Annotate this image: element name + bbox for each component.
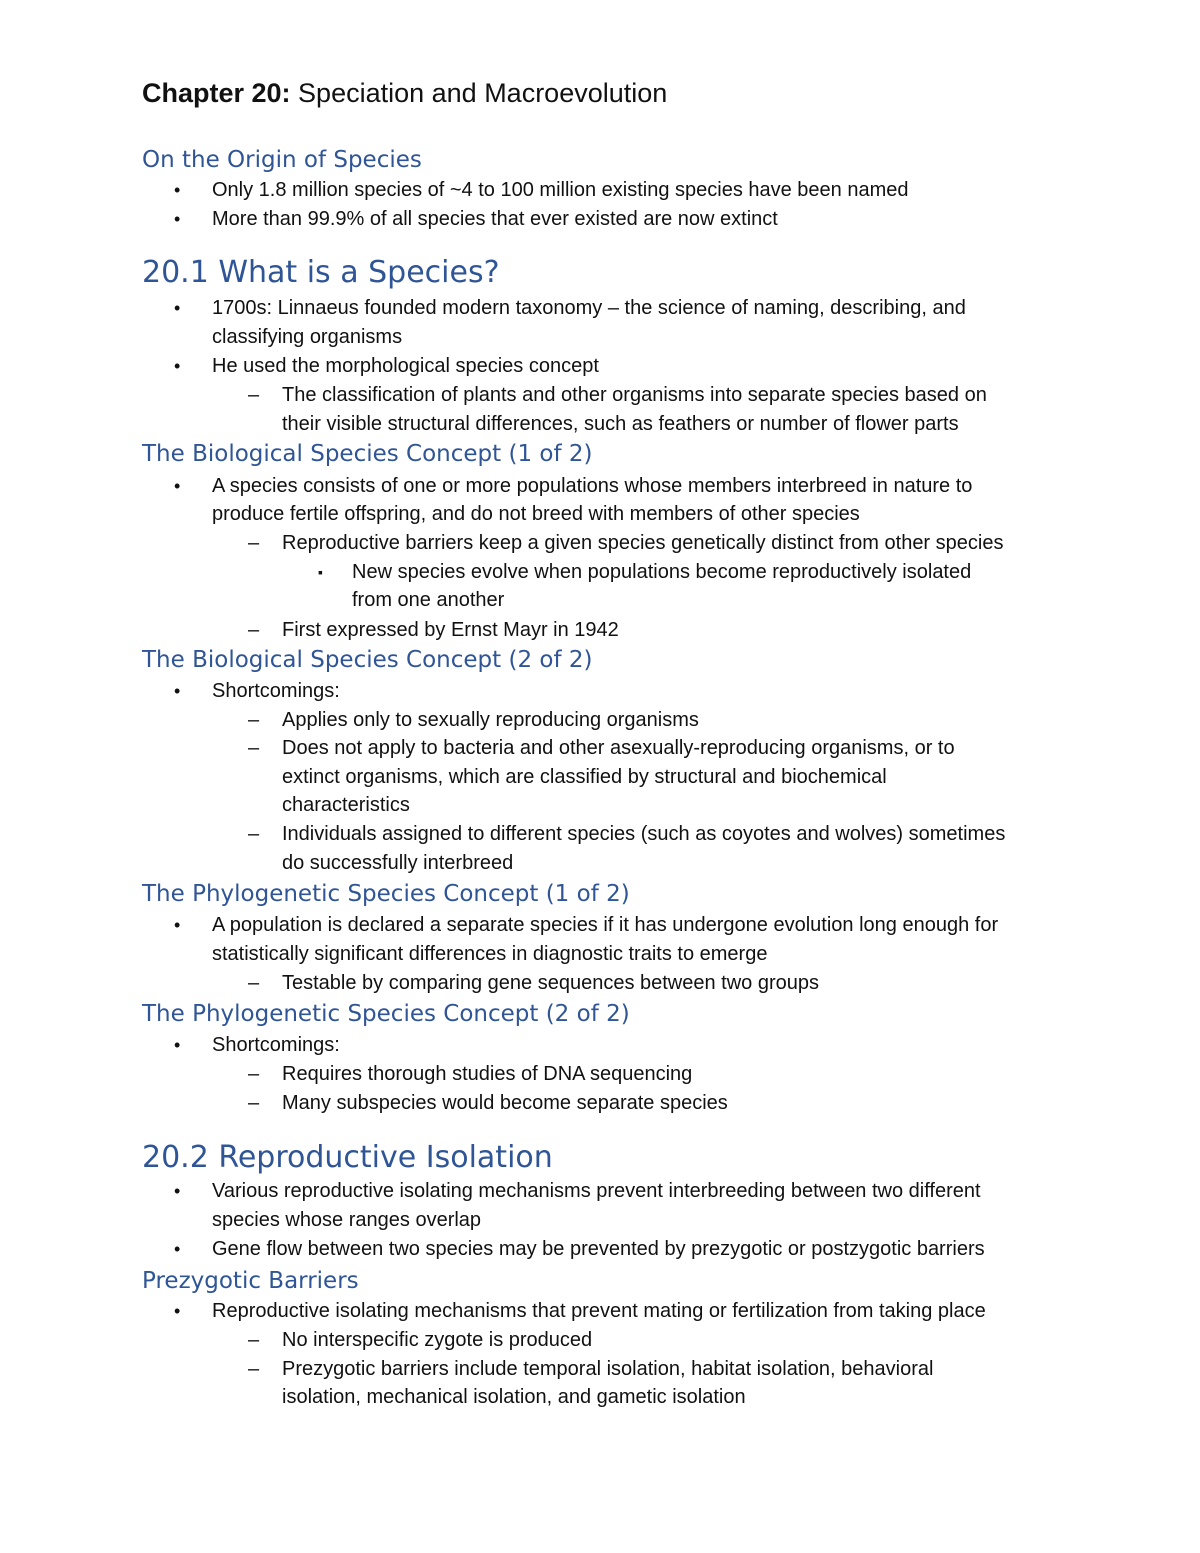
sub-list-item: Requires thorough studies of DNA sequencing: [282, 1063, 693, 1085]
heading-biological-2: The Biological Species Concept (2 of 2): [142, 647, 593, 673]
dash-marker: –: [248, 823, 260, 845]
sub-sub-list-item: New species evolve when populations become reproductively isolated: [352, 561, 972, 583]
heading-phylogenetic-2: The Phylogenetic Species Concept (2 of 2): [142, 1001, 630, 1027]
sub-list-item: No interspecific zygote is produced: [282, 1329, 593, 1351]
bullet-marker: •: [174, 476, 181, 496]
bullet-marker: •: [174, 681, 181, 701]
dash-marker: –: [248, 737, 260, 759]
dash-marker: –: [248, 384, 260, 406]
sub-list-item-continued: their visible structural differences, such as feathers or number of flower parts: [282, 413, 959, 435]
dash-marker: –: [248, 972, 260, 994]
section-heading-20-1: 20.1 What is a Species?: [142, 255, 500, 290]
bullet-marker: •: [174, 1181, 181, 1201]
title-chapter: Chapter 20:: [142, 78, 291, 108]
sub-list-item: Applies only to sexually reproducing organisms: [282, 709, 699, 731]
section-heading-20-2: 20.2 Reproductive Isolation: [142, 1140, 553, 1175]
list-item: He used the morphological species concept: [212, 355, 599, 377]
list-item: Various reproductive isolating mechanisms prevent interbreeding between two different: [212, 1180, 981, 1202]
bullet-marker: •: [174, 356, 181, 376]
sub-list-item: Individuals assigned to different species (such as coyotes and wolves) sometimes: [282, 823, 1006, 845]
heading-phylogenetic-1: The Phylogenetic Species Concept (1 of 2): [142, 881, 630, 907]
heading-origin: On the Origin of Species: [142, 147, 422, 173]
list-item: More than 99.9% of all species that ever existed are now extinct: [212, 208, 778, 230]
bullet-marker: •: [174, 1035, 181, 1055]
list-item: 1700s: Linnaeus founded modern taxonomy – the science of naming, describing, and: [212, 297, 966, 319]
bullet-marker: •: [174, 298, 181, 318]
list-item-continued: statistically significant differences in diagnostic traits to emerge: [212, 943, 768, 965]
dash-marker: –: [248, 1329, 260, 1351]
bullet-marker: •: [174, 915, 181, 935]
list-item-continued: classifying organisms: [212, 326, 403, 348]
list-item-continued: species whose ranges overlap: [212, 1209, 482, 1231]
list-item: Reproductive isolating mechanisms that prevent mating or fertilization from taking place: [212, 1300, 986, 1322]
sub-list-item-continued: extinct organisms, which are classified by structural and biochemical: [282, 766, 887, 788]
dash-marker: –: [248, 1358, 260, 1380]
dash-marker: –: [248, 619, 260, 641]
list-item: Gene flow between two species may be prevented by prezygotic or postzygotic barriers: [212, 1238, 985, 1260]
bullet-marker: •: [174, 1239, 181, 1259]
dash-marker: –: [248, 1063, 260, 1085]
dash-marker: –: [248, 532, 260, 554]
sub-list-item: Prezygotic barriers include temporal isolation, habitat isolation, behavioral: [282, 1358, 934, 1380]
sub-list-item-continued: isolation, mechanical isolation, and gametic isolation: [282, 1386, 746, 1408]
dash-marker: –: [248, 1092, 260, 1114]
sub-sub-list-item-continued: from one another: [352, 589, 505, 611]
sub-list-item: Does not apply to bacteria and other asexually-reproducing organisms, or to: [282, 737, 955, 759]
list-item-continued: produce fertile offspring, and do not breed with members of other species: [212, 503, 860, 525]
page-title: [142, 76, 667, 110]
sub-list-item: The classification of plants and other organisms into separate species based on: [282, 384, 987, 406]
sub-list-item: Reproductive barriers keep a given species genetically distinct from other species: [282, 532, 1004, 554]
heading-biological-1: The Biological Species Concept (1 of 2): [142, 441, 593, 467]
list-item: A population is declared a separate species if it has undergone evolution long enough for: [212, 914, 999, 936]
bullet-marker: •: [174, 1301, 181, 1321]
list-item: A species consists of one or more populations whose members interbreed in nature to: [212, 475, 973, 497]
dash-marker: –: [248, 709, 260, 731]
title-subject: Speciation and Macroevolution: [290, 78, 668, 108]
sub-list-item: Testable by comparing gene sequences between two groups: [282, 972, 820, 994]
list-item: Shortcomings:: [212, 1034, 340, 1056]
sub-list-item: First expressed by Ernst Mayr in 1942: [282, 619, 619, 641]
sub-list-item: Many subspecies would become separate species: [282, 1092, 728, 1114]
square-marker: ▪: [318, 564, 323, 580]
list-item: Shortcomings:: [212, 680, 340, 702]
bullet-marker: •: [174, 180, 181, 200]
list-item: Only 1.8 million species of ~4 to 100 million existing species have been named: [212, 179, 909, 201]
bullet-marker: •: [174, 209, 181, 229]
sub-list-item-continued: characteristics: [282, 794, 410, 816]
sub-list-item-continued: do successfully interbreed: [282, 852, 514, 874]
heading-prezygotic: Prezygotic Barriers: [142, 1268, 359, 1294]
